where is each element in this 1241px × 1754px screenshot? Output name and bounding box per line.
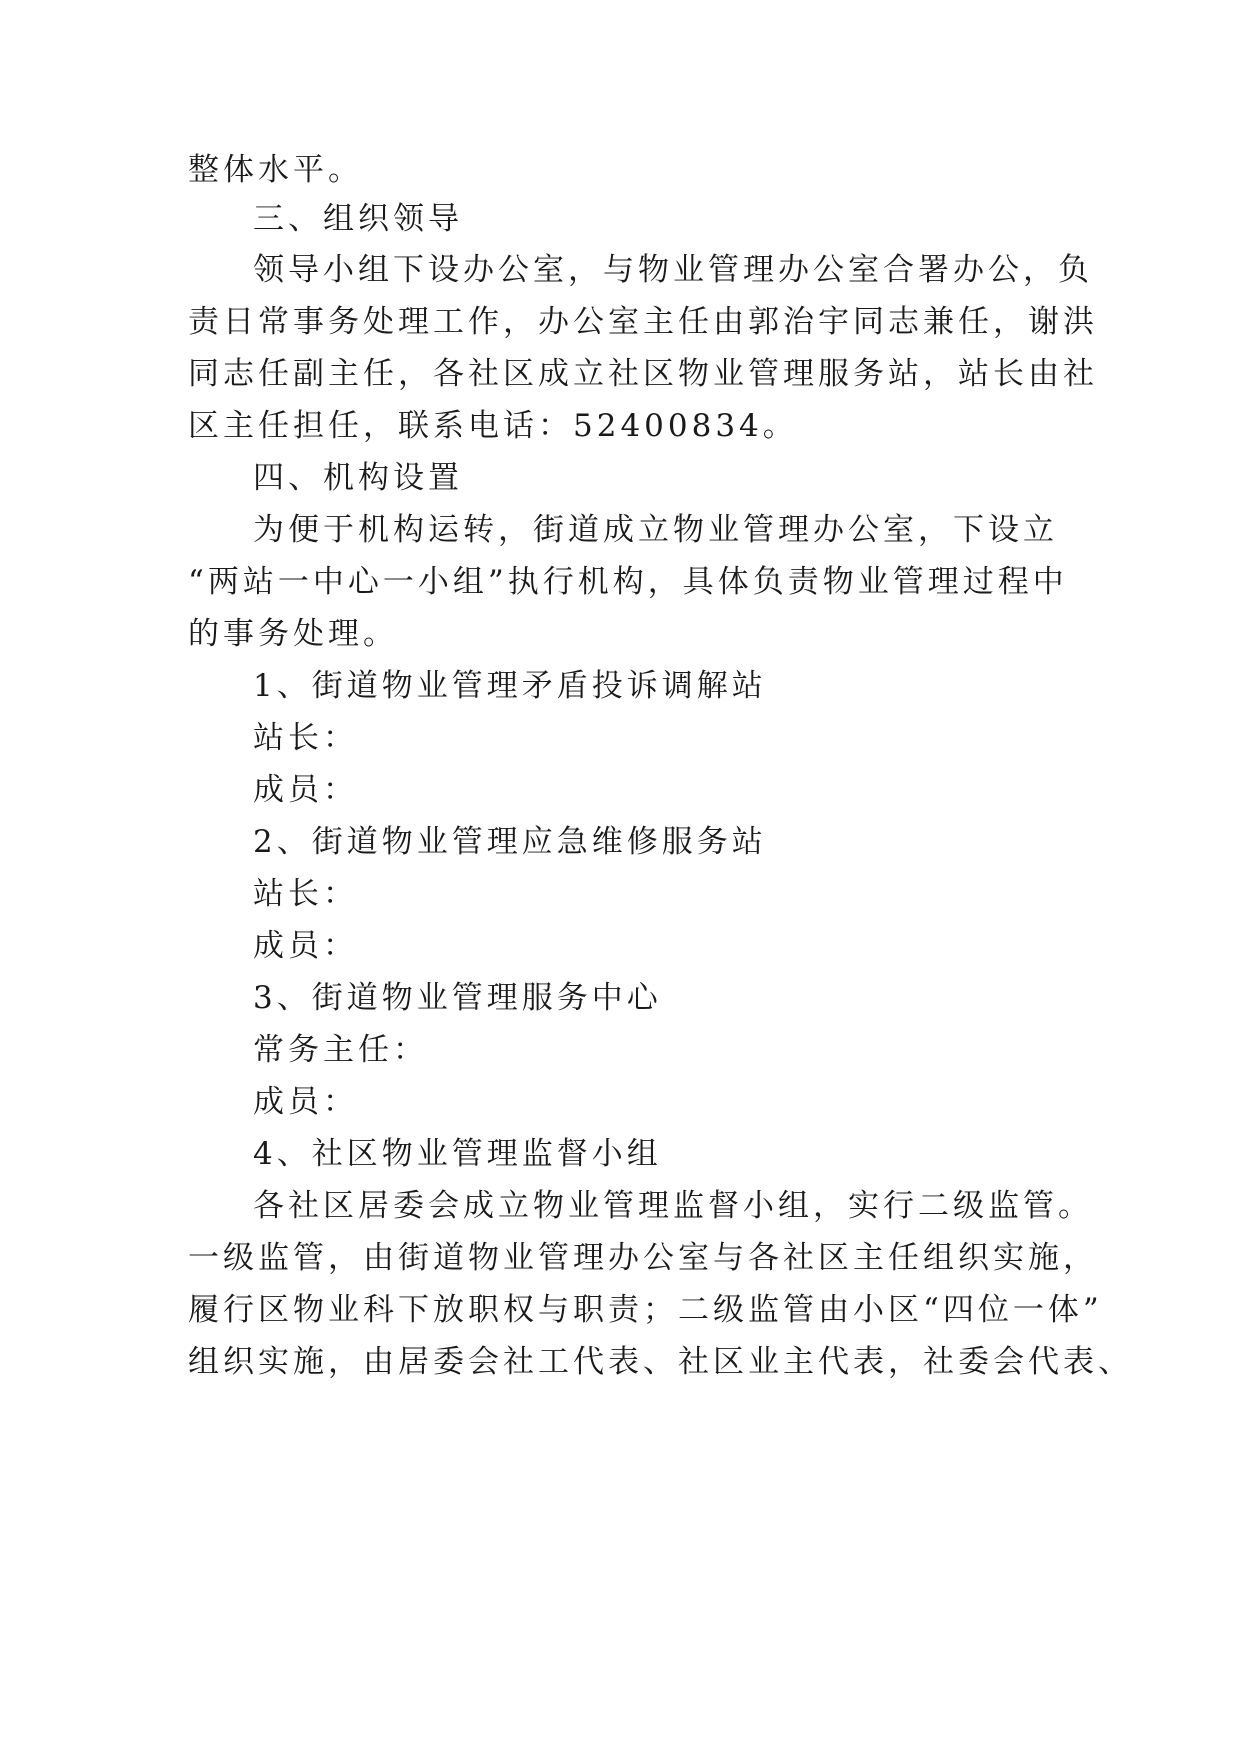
body-line: 责日常事务处理工作，办公室主任由郭治宇同志兼任，谢洪 [188, 304, 1098, 340]
field-label: 成员： [253, 1084, 358, 1120]
body-line: 区主任担任，联系电话：52400834。 [188, 408, 798, 444]
body-line: 整体水平。 [188, 152, 363, 188]
list-item-heading: 4、社区物业管理监督小组 [253, 1136, 662, 1172]
list-item-heading: 3、街道物业管理服务中心 [253, 980, 662, 1016]
body-line: 组织实施，由居委会社工代表、社区业主代表，社委会代表、 [188, 1344, 1133, 1380]
body-line: 同志任副主任，各社区成立社区物业管理服务站，站长由社 [188, 356, 1098, 392]
field-label: 成员： [253, 772, 358, 808]
body-line: “两站一中心一小组”执行机构，具体负责物业管理过程中 [188, 564, 1068, 600]
section-heading: 四、机构设置 [253, 460, 463, 496]
body-line: 履行区物业科下放职权与职责；二级监管由小区“四位一体” [188, 1292, 1103, 1328]
field-label: 站长： [253, 720, 358, 756]
list-item-heading: 1、街道物业管理矛盾投诉调解站 [253, 668, 767, 704]
section-heading: 三、组织领导 [253, 201, 463, 237]
body-line: 的事务处理。 [188, 616, 398, 652]
list-item-heading: 2、街道物业管理应急维修服务站 [253, 824, 767, 860]
field-label: 站长： [253, 876, 358, 912]
body-line: 各社区居委会成立物业管理监督小组，实行二级监管。 [253, 1188, 1093, 1224]
field-label: 成员： [253, 928, 358, 964]
body-line: 领导小组下设办公室，与物业管理办公室合署办公，负 [253, 252, 1093, 288]
body-line: 为便于机构运转，街道成立物业管理办公室，下设立 [253, 512, 1058, 548]
body-line: 一级监管，由街道物业管理办公室与各社区主任组织实施， [188, 1240, 1098, 1276]
field-label: 常务主任： [253, 1032, 428, 1068]
